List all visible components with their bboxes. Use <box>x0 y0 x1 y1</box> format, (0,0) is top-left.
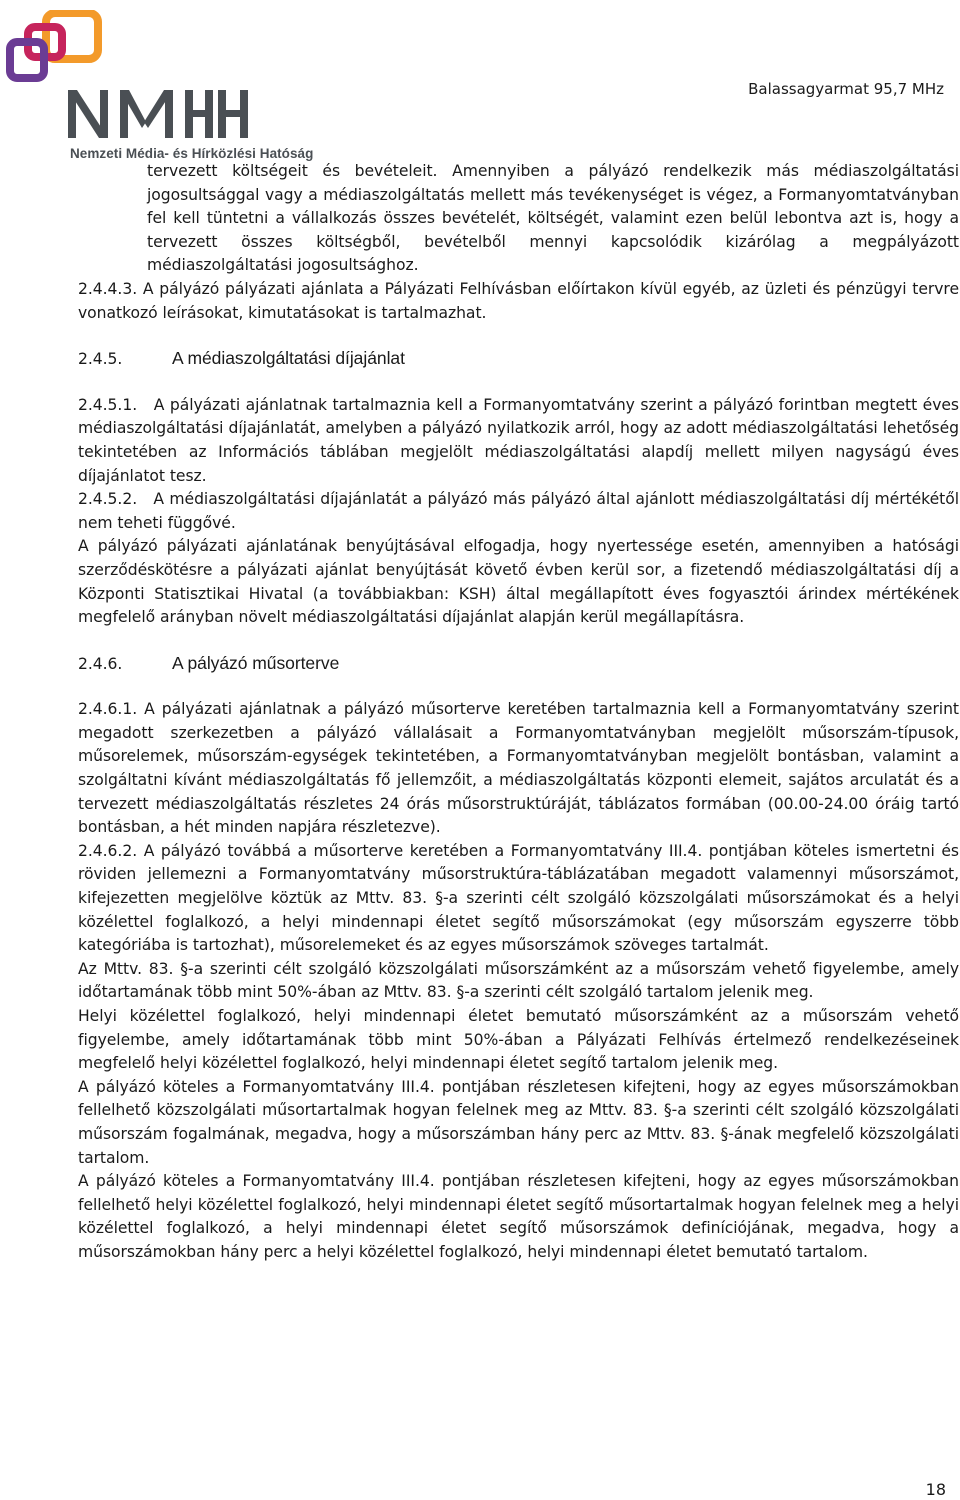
paragraph-helyi-tartalom: A pályázó köteles a Formanyomtatvány III.4. pontjában részletesen kifejteni, hogy az egyes műsorszámokban fellelhető helyi közélettel foglalkozó, helyi mindennapi életet segítő műsortartalmak hogyan felelnek meg a helyi közélettel foglalkozó, a helyi mindennapi életet segítő műsorszámok definíciójának, megadva, hogy a műsorszámokban hány perc a helyi közélettel foglalkozó, helyi mindennapi életet bemutató tartalom. <box>78 1172 959 1261</box>
paragraph-mttv-83: Az Mttv. 83. §-a szerinti célt szolgáló közszolgálati műsorszámként az a műsorszám vehető figyelembe, amely időtartamának több mint 50%-ában az Mttv. 83. §-a szerinti célt szolgáló tartalom jelenik meg. <box>78 959 959 1002</box>
paragraph-text: A pályázati ajánlatnak a pályázó műsorterve keretében tartalmaznia kell a Formanyomtatvány szerint megadott szerkezetben a pályázó vállalásait a Formanyomtatványban megjelölt műsorszám-típusok, műsorelemek, műsorszám-egységek tekintetében, a Formanyomtatványban megjelölt bontásban, valamint a szolgáltatni kívánt médiaszolgáltatás fő jellemzőit, a médiaszolgáltatás központi elemeit, sajátos arculatát és a tervezett médiaszolgáltatás részletes 24 órás műsorstruktúráját, táblázatos formában (00.00-24.00 óráig tartó bontásban, a hét minden napjára részletezve). <box>78 700 959 837</box>
section-number: 2.4.5.2. <box>78 490 138 509</box>
heading-title: A médiaszolgáltatási díjajánlat <box>172 348 405 369</box>
heading-title: A pályázó műsorterve <box>172 652 340 673</box>
section-number: 2.4.5.1. <box>78 395 138 414</box>
paragraph-2-4-6-2 <box>78 840 959 958</box>
paragraph-ksh: A pályázó pályázati ajánlatának benyújtásával elfogadja, hogy nyertessége esetén, amennyiben a hatósági szerződéskötésre a pályázati ajánlat benyújtását követő évben kerül sor, a fizetendő médiaszolgáltatási díj a Központi Statisztikai Hivatal (a továbbiakban: KSH) által megállapított éves fogyasztói árindex mértékének megfelelő arányban növelt médiaszolgáltatási díjajánlat alapján kerül megállapításra. <box>78 537 959 627</box>
paragraph-2-4-5-2 <box>78 488 959 535</box>
logo-letters-icon <box>68 88 258 140</box>
heading-number: 2.4.6. <box>78 654 123 673</box>
heading-number: 2.4.5. <box>78 350 123 369</box>
paragraph-2-4-5-1 <box>78 394 959 488</box>
paragraph-2-4-4-3 <box>78 278 959 325</box>
paragraph-continuation: tervezett költségeit és bevételeit. Amennyiben a pályázó rendelkezik más médiaszolgáltatási jogosultsággal vagy a médiaszolgáltatás mellett más tevékenységet is végez, a Formanyomtatványban fel kell tüntetni a vállalkozás összes bevételét, költségét, valamint ezen belül lebontva azt is, hogy a tervezett összes költségből, bevételből mennyi kapcsolódik kizárólag a megpályázott médiaszolgáltatási jogosultsághoz. <box>147 162 959 275</box>
section-heading-2-4-5 <box>78 347 959 372</box>
section-number: 2.4.6.1. <box>78 700 138 719</box>
page-number: 18 <box>925 1480 946 1499</box>
section-number: 2.4.6.2. <box>78 841 138 860</box>
paragraph-text: A pályázó pályázati ajánlata a Pályázati Felhívásban előírtakon kívül egyéb, az üzleti és pénzügyi tervre vonatkozó leírásokat, kimutatásokat is tartalmazhat. <box>78 279 959 322</box>
paragraph-helyi-kozelet: Helyi közélettel foglalkozó, helyi mindennapi életet bemutató műsorszámként az a műsorszám vehető figyelembe, amely időtartamának több mint 50%-ában a Pályázati Felhívás értelmező rendelkezéseinek megfelelő helyi közélettel foglalkozó, helyi mindennapi életet segítő tartalom jelenik meg. <box>78 1007 959 1073</box>
paragraph-text: A médiaszolgáltatási díjajánlatát a pályázó más pályázó által ajánlott médiaszolgáltatási díj mértékétől nem teheti függővé. <box>78 490 959 532</box>
nmhh-logo <box>6 10 366 161</box>
logo-mark-icon <box>6 10 106 92</box>
paragraph-2-4-6-1 <box>78 698 959 840</box>
station-label: Balassagyarmat 95,7 MHz <box>748 80 944 98</box>
section-heading-2-4-6 <box>78 652 959 677</box>
document-body <box>78 160 959 1265</box>
paragraph-kozszolgalati-tartalom: A pályázó köteles a Formanyomtatvány III.4. pontjában részletesen kifejteni, hogy az egyes műsorszámokban fellelhető közszolgálati műsortartalmak hogyan felelnek meg az Mttv. 83. §-a szerinti célt szolgáló közszolgálati műsorszám fogalmának, megadva, hogy a műsorszámban hány perc az Mttv. 83. §-ának megfelelő közszolgálati tartalom. <box>78 1077 959 1167</box>
logo-org-name: Nemzeti Média- és Hírközlési Hatóság <box>70 146 314 161</box>
section-number: 2.4.4.3. <box>78 279 138 298</box>
paragraph-text: A pályázati ajánlatnak tartalmaznia kell a Formanyomtatvány szerint a pályázó forintban megtett éves médiaszolgáltatási díjajánlatát, amelyben a pályázó nyilatkozik arról, hogy az adott médiaszolgáltatási lehetőség tekintetében az Információs táblában megjelölt médiaszolgáltatási alapdíj mellett milyen nagyságú éves díjajánlatot tesz. <box>78 395 959 485</box>
paragraph-text: A pályázó továbbá a műsorterve keretében a Formanyomtatvány III.4. pontjában köteles ismertetni és röviden jellemezni a Formanyomtatvány műsorstruktúra-táblázatában megadott valamennyi műsorszámot, kifejezetten megjelölve köztük az Mttv. 83. §-a szerinti célt szolgáló közszolgálati műsorszámokat és a helyi közélettel foglalkozó, a helyi mindennapi életet segítő műsorszámokat (egy műsorszám egyszerre több kategóriába is tartozhat), műsorelemeket és az egyes műsorszámok szöveges tartalmát. <box>78 841 959 955</box>
